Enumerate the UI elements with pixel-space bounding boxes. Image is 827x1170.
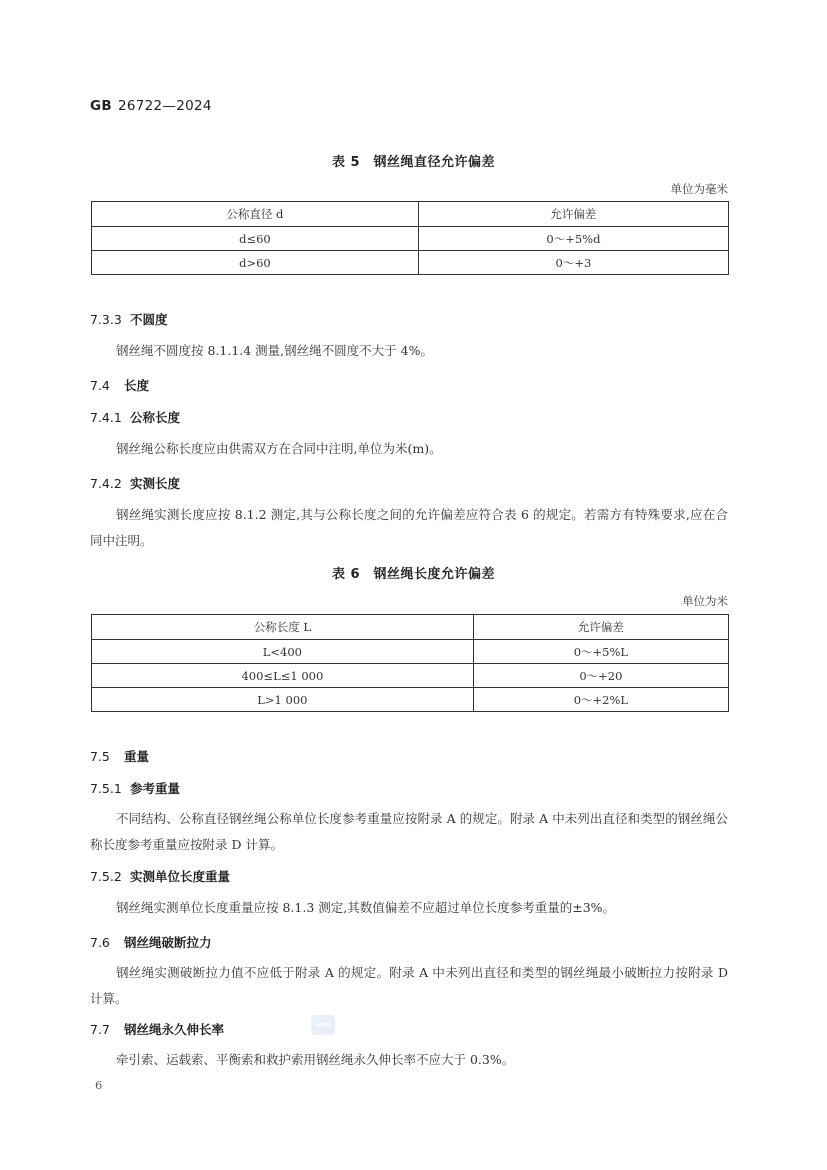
standard-prefix: GB xyxy=(90,98,112,114)
section-7-5-2-text: 钢丝绳实测单位长度重量应按 8.1.3 测定,其数值偏差不应超过单位长度参考重量的±3%。 xyxy=(116,900,616,915)
table6-cell: L>1 000 xyxy=(92,688,474,712)
table-row xyxy=(92,688,729,712)
section-7-6-text: 钢丝绳实测破断拉力值不应低于附录 A 的规定。附录 A 中未列出直径和类型的钢丝绳最小破断拉力按附录 D 计算。 xyxy=(90,965,728,1006)
table6-header-tolerance: 允许偏差 xyxy=(473,615,728,640)
table6-cell: 0～+5%L xyxy=(473,640,728,664)
section-7-4-1-text: 钢丝绳公称长度应由供需双方在合同中注明,单位为米(m)。 xyxy=(116,441,442,456)
section-7-5-1-heading: 7.5.1 参考重量 xyxy=(90,781,181,796)
table5-caption: 表 5 钢丝绳直径允许偏差 xyxy=(331,155,496,170)
standard-number: 26722—2024 xyxy=(117,98,212,114)
page-number: 6 xyxy=(95,1078,103,1092)
section-7-6-heading: 7.6 钢丝绳破断拉力 xyxy=(90,935,212,950)
table6 xyxy=(91,614,729,712)
table5-cell: 0～+3 xyxy=(418,251,728,275)
table6-header-length: 公称长度 L xyxy=(92,615,474,640)
table6-cell: 0～+20 xyxy=(473,664,728,688)
section-7-5-2-heading: 7.5.2 实测单位长度重量 xyxy=(90,869,231,884)
section-7-3-3-text: 钢丝绳不圆度按 8.1.1.4 测量,钢丝绳不圆度不大于 4%。 xyxy=(116,343,433,358)
table6-cell: L<400 xyxy=(92,640,474,664)
section-7-5-1-text: 不同结构、公称直径钢丝绳公称单位长度参考重量应按附录 A 的规定。附录 A 中未列出直径和类型的钢丝绳公称长度参考重量应按附录 D 计算。 xyxy=(90,811,728,852)
section-7-3-3-heading: 7.3.3 不圆度 xyxy=(90,312,168,327)
table5 xyxy=(91,201,729,275)
table-row xyxy=(92,664,729,688)
table6-caption: 表 6 钢丝绳长度允许偏差 xyxy=(331,567,496,582)
table6-cell: 0～+2%L xyxy=(473,688,728,712)
watermark-stamp-icon xyxy=(311,1015,335,1035)
table5-header-diameter: 公称直径 d xyxy=(92,202,419,227)
section-7-4-heading: 7.4 长度 xyxy=(90,378,150,393)
table-row xyxy=(92,227,729,251)
section-7-4-2-heading: 7.4.2 实测长度 xyxy=(90,476,181,491)
table-row xyxy=(92,640,729,664)
table5-cell: d>60 xyxy=(92,251,419,275)
table-row xyxy=(92,251,729,275)
table6-cell: 400≤L≤1 000 xyxy=(92,664,474,688)
table6-unit: 单位为米 xyxy=(682,594,728,608)
document-header xyxy=(90,98,212,114)
table5-cell: 0～+5%d xyxy=(418,227,728,251)
section-7-5-heading: 7.5 重量 xyxy=(90,749,150,764)
table5-unit: 单位为毫米 xyxy=(670,182,728,196)
section-7-7-heading: 7.7 钢丝绳永久伸长率 xyxy=(90,1022,225,1037)
section-7-7-text: 牵引索、运载索、平衡索和救护索用钢丝绳永久伸长率不应大于 0.3%。 xyxy=(116,1052,515,1067)
section-7-4-1-heading: 7.4.1 公称长度 xyxy=(90,410,181,425)
section-7-4-2-text: 钢丝绳实测长度应按 8.1.2 测定,其与公称长度之间的允许偏差应符合表 6 的规定。若需方有特殊要求,应在合同中注明。 xyxy=(90,507,728,548)
table5-cell: d≤60 xyxy=(92,227,419,251)
table5-header-tolerance: 允许偏差 xyxy=(418,202,728,227)
